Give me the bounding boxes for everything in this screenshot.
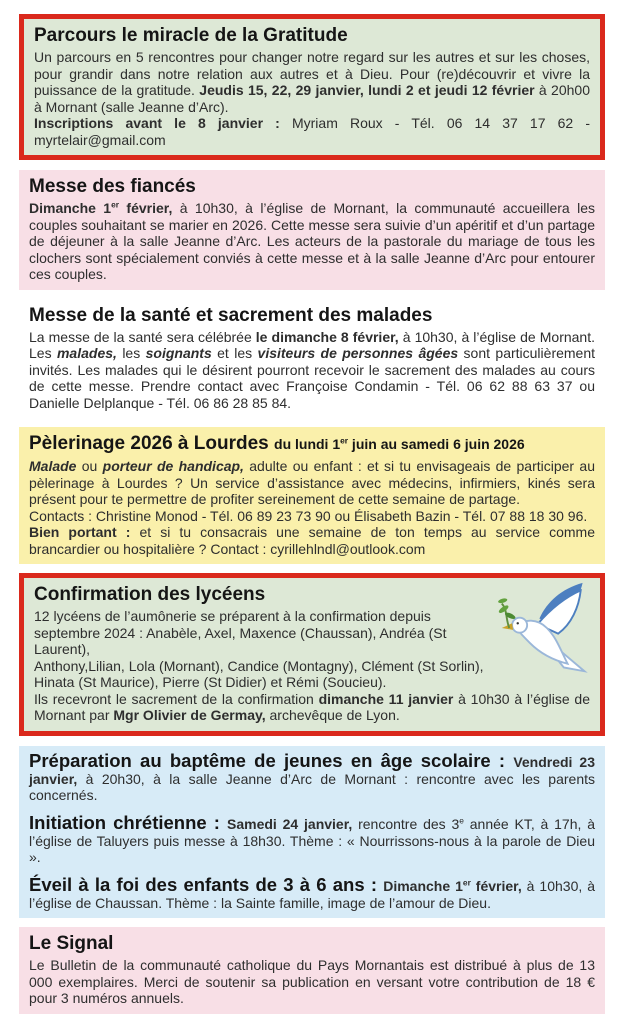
paragraph-signal-body: Le Bulletin de la communauté catholique du Pays Mornantais est distribué à plus de 13 000 exemplaires. Merci de soutenir sa publication en versant votre contribution de 18 € pour 3 numéros annuels. xyxy=(29,957,595,1006)
lourdes-title-dates: du lundi 1er juin au samedi 6 juin 2026 xyxy=(274,435,525,452)
section-parcours-gratitude xyxy=(19,14,605,160)
section-title-confirmation: Confirmation des lycéens xyxy=(34,584,266,605)
section-title-sante: Messe de la santé et sacrement des malades xyxy=(29,304,433,326)
section-pelerinage-lourdes xyxy=(19,427,605,564)
paragraph-lourdes-body: Malade ou porteur de handicap, adulte ou enfant : et si tu envisageais de participer au pèlerinage à Lourdes ? Un service d’assistance avec médecins, infirmiers, kinés sera présent pour te permettre de profiter sereinement de cette semaine de partage. xyxy=(29,458,595,507)
section-title-lourdes xyxy=(29,432,595,456)
paragraph-lourdes-contacts: Contacts : Christine Monod - Tél. 06 89 23 73 90 ou Élisabeth Bazin - Tél. 07 88 18 30 96. xyxy=(29,507,588,524)
section-messe-fiances xyxy=(19,170,605,290)
item-preparation-bapteme: Préparation au baptême de jeunes en âge scolaire : Vendredi 23 janvier, à 20h30, à la salle Jeanne d’Arc de Mornant : rencontre avec les parents concernés. xyxy=(29,749,595,803)
section-title-signal: Le Signal xyxy=(29,933,114,954)
section-confirmation-lyceens xyxy=(19,573,605,736)
paragraph-gratitude-inscriptions: Inscriptions avant le 8 janvier : Myriam Roux - Tél. 06 14 37 17 62 - myrtelair@gmail.com xyxy=(34,115,590,148)
section-le-signal xyxy=(19,927,605,1014)
section-title-gratitude: Parcours le miracle de la Gratitude xyxy=(34,25,348,46)
paragraph-gratitude-body: Un parcours en 5 rencontres pour changer notre regard sur les autres et sur les choses, pour grandir dans notre relation aux autres et à Dieu. Pour (re)découvrir et vivre la puissance de la gratitude. Jeudis 15, 22, 29 janvier, lundi 2 et jeudi 12 février à 20h00 à Mornant (salle Jeanne d’Arc). xyxy=(34,49,590,115)
paragraph-sante-body: La messe de la santé sera célébrée le dimanche 8 février, à 10h30, à l’église de Mornant. Les malades, les soignants et les visiteurs de personnes âgées sont particulièrement invités. Les malades qui le désirent pourront recevoir le sacrement des malades au cours de cette messe. Prendre contact avec Françoise Condamin - Tél. 06 62 88 63 37 ou Danielle Delplanque - Tél. 06 86 28 85 84. xyxy=(29,328,596,411)
item-initiation-chretienne: Initiation chrétienne : Samedi 24 janvier, rencontre des 3e année KT, à 17h, à l’église de Taluyers puis messe à 18h30. Thème : « Nourrissons-nous à la parole de Dieu ». xyxy=(29,811,596,865)
paragraph-lourdes-bien-portant: Bien portant : et si tu consacrais une semaine de ton temps au service comme brancardier ou hospitalière ? Contact : cyrillehlndl@outlook.com xyxy=(29,524,595,557)
section-messe-sante xyxy=(19,299,605,419)
paragraph-fiances-body: Dimanche 1er février, à 10h30, à l’église de Mornant, la communauté accueillera les couples souhaitant se marier en 2026. Cette messe sera suivie d’un apéritif et d’un partage de déjeuner à la salle Jeanne d’Arc. Les acteurs de la pastorale du mariage de tous les clochers sont spécialement conviés à cette messe et à la salle Jeanne d’Arc pour entourer ces couples. xyxy=(29,199,595,282)
dove-olive-branch-icon xyxy=(498,581,592,675)
section-title-fiances: Messe des fiancés xyxy=(29,176,196,197)
lourdes-title-main: Pèlerinage 2026 à Lourdes xyxy=(29,433,269,454)
paragraph-confirmation-date: Ils recevront le sacrement de la confirmation dimanche 11 janvier à 10h30 à l’église de Mornant par Mgr Olivier de Germay, archevêque de Lyon. xyxy=(34,690,590,723)
section-pastorale-jeunes xyxy=(19,746,605,919)
item-eveil-a-la-foi: Éveil à la foi des enfants de 3 à 6 ans : Dimanche 1er février, à 10h30, à l’église de Chaussan. Thème : la Sainte famille, image de l’amour de Dieu. xyxy=(29,873,595,911)
paragraph-confirmation-liste: 12 lycéens de l’aumônerie se préparent à la confirmation depuis septembre 2024 : Anabèle, Axel, Maxence (Chaussan), Andréa (St Laurent), Anthony,Lilian, Lola (Mornant), Candice (Montagny), Clément (St Sorlin), Hinata (St Maurice), Pierre (St Didier) et Rémi (Soucieu). xyxy=(34,608,484,690)
